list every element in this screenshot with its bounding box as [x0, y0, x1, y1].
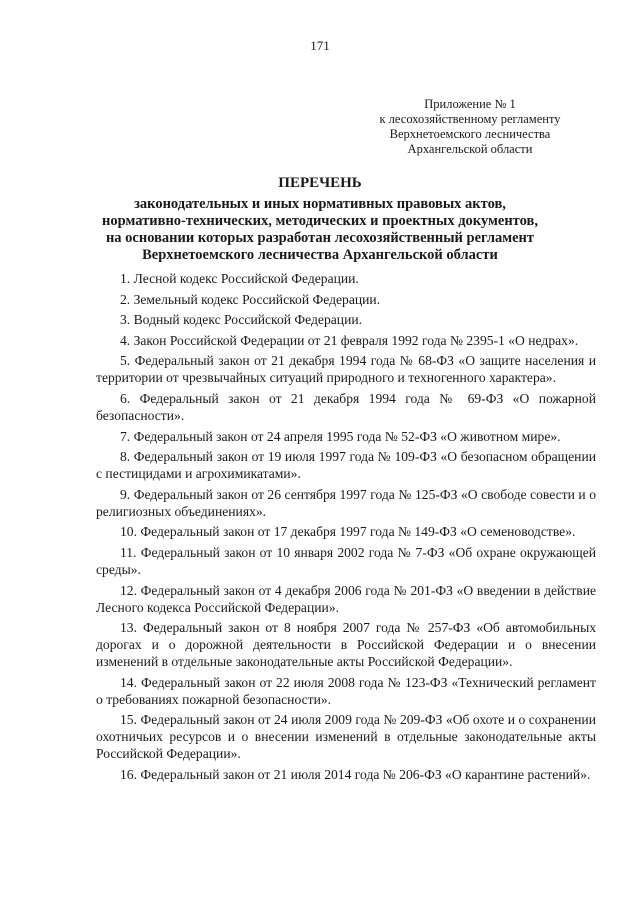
list-item: 2. Земельный кодекс Российской Федерации. [120, 291, 381, 307]
list-item: 4. Закон Российской Федерации от 21 февраля 1992 года № 2395-1 «О недрах». [120, 332, 579, 348]
list-item: 8. Федеральный закон от 19 июля 1997 года № 109-ФЗ «О безопасном обращении с пестицидами и агрохимикатами». [96, 449, 596, 482]
appendix-note [360, 97, 580, 157]
list-item: 16. Федеральный закон от 21 июля 2014 года № 206-ФЗ «О карантине растений». [120, 766, 591, 782]
list-item: 12. Федеральный закон от 4 декабря 2006 года № 201-ФЗ «О введении в действие Лесного кодекса Российской Федерации». [96, 582, 596, 615]
list-item: 6. Федеральный закон от 21 декабря 1994 года № 69-ФЗ «О пожарной безопасности». [96, 390, 596, 423]
list-item: 1. Лесной кодекс Российской Федерации. [120, 271, 359, 286]
list-item: 10. Федеральный закон от 17 декабря 1997 года № 149-ФЗ «О семеноводстве». [120, 524, 576, 540]
list-item: 15. Федеральный закон от 24 июля 2009 года № 209-ФЗ «Об охоте и о сохранении охотничьих ресурсов и о внесении изменений в отдельные законодательные акты Российской Федерации». [96, 712, 596, 762]
list-item: 7. Федеральный закон от 24 апреля 1995 года № 52-ФЗ «О животном мире». [120, 428, 561, 444]
page-number: 171 [310, 38, 330, 53]
list-item: 9. Федеральный закон от 26 сентября 1997 года № 125-ФЗ «О свободе совести и о религиозных объединениях». [96, 486, 596, 519]
title-line-2: нормативно-технических, методических и проектных документов, [102, 213, 538, 229]
document-list [96, 270, 596, 787]
appendix-line-3: Верхнетоемского лесничества [389, 127, 551, 141]
list-item: 13. Федеральный закон от 8 ноября 2007 года № 257-ФЗ «Об автомобильных дорогах и о дорожной деятельности в Российской Федерации и о внесении изменений в отдельные законодательные акты Российской Федерации». [96, 620, 596, 670]
document-title [0, 175, 640, 264]
list-item: 3. Водный кодекс Российской Федерации. [120, 312, 363, 328]
list-item: 11. Федеральный закон от 10 января 2002 года № 7-ФЗ «Об охране окружающей среды». [96, 544, 596, 577]
list-item: 5. Федеральный закон от 21 декабря 1994 года № 68-ФЗ «О защите населения и территории от чрезвычайных ситуаций природного и техногенного характера». [96, 353, 596, 386]
appendix-line-1: Приложение № 1 [424, 97, 516, 111]
title-heading: ПЕРЕЧЕНЬ [278, 175, 362, 191]
list-item: 14. Федеральный закон от 22 июля 2008 года № 123-ФЗ «Технический регламент о требованиях пожарной безопасности». [96, 674, 596, 707]
title-line-1: законодательных и иных нормативных правовых актов, [134, 196, 506, 212]
title-line-3: на основании которых разработан лесохозяйственный регламент [105, 230, 535, 246]
appendix-line-4: Архангельской области [407, 142, 533, 156]
appendix-line-2: к лесохозяйственному регламенту [379, 112, 561, 126]
title-line-4: Верхнетоемского лесничества Архангельской области [142, 247, 498, 263]
